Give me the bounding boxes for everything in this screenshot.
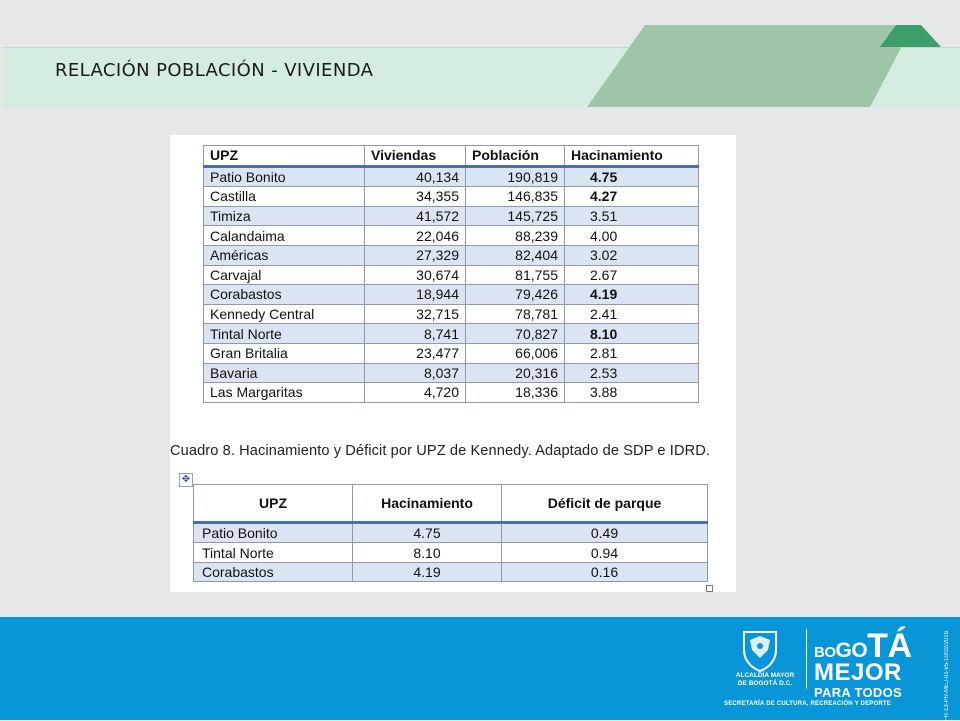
header-decoration [585,23,945,109]
table-row [194,562,708,581]
cell-hacinamiento: 2.53 [565,363,699,383]
cell-poblacion: 70,827 [466,324,565,344]
cell-poblacion: 81,755 [466,265,565,285]
move-cross-icon[interactable]: ✥ [179,473,193,487]
cell-viviendas: 32,715 [365,304,466,324]
cell-upz: Timiza [204,206,365,226]
cell-upz: Bavaria [204,363,365,383]
document-code: FR-13-PR-MEJ-01-v5-10/02/2016 [944,630,950,721]
cell-upz: Kennedy Central [204,304,365,324]
cell-poblacion: 66,006 [466,343,565,363]
cell-deficit: 0.16 [502,562,708,581]
footer-bar [0,617,960,720]
cell-hacinamiento: 4.75 [565,166,699,187]
secretaria-text: SECRETARÍA DE CULTURA, RECREACIÓN Y DEPORTE [724,701,891,707]
table-row [204,343,699,363]
cell-viviendas: 22,046 [365,226,466,246]
cell-deficit: 0.49 [502,523,708,543]
cell-upz: Tintal Norte [204,324,365,344]
cell-viviendas: 27,329 [365,245,466,265]
bogota-mejor-para-todos-logo: BOGOTÁ MEJOR PARA TODOS [814,627,912,700]
resize-square-icon[interactable] [706,585,713,592]
cell-poblacion: 88,239 [466,226,565,246]
table-caption: Cuadro 8. Hacinamiento y Déficit por UPZ de Kennedy. Adaptado de SDP e IDRD. [170,443,711,459]
cell-viviendas: 18,944 [365,285,466,305]
column-header-upz: UPZ [194,485,353,523]
column-header-poblacion: Población [466,146,565,167]
alcaldia-text: ALCALDÍA MAYOR DE BOGOTÁ D.C. [735,672,795,687]
cell-hacinamiento: 4.19 [565,285,699,305]
cell-upz: Corabastos [194,562,353,581]
cell-hacinamiento: 3.02 [565,245,699,265]
cell-hacinamiento: 8.10 [565,324,699,344]
cell-upz: Patio Bonito [194,523,353,543]
table-row [204,265,699,285]
table-row [204,324,699,344]
cell-hacinamiento: 2.81 [565,343,699,363]
cell-poblacion: 145,725 [466,206,565,226]
population-housing-table [203,145,699,403]
slide-title: RELACIÓN POBLACIÓN - VIVIENDA [55,60,374,81]
cell-upz: Patio Bonito [204,166,365,187]
cell-hacinamiento: 2.41 [565,304,699,324]
cell-upz: Calandaima [204,226,365,246]
table-row [204,383,699,403]
table-row [194,543,708,562]
cell-poblacion: 20,316 [466,363,565,383]
cell-hacinamiento: 4.27 [565,187,699,207]
table-header-row [194,485,708,523]
cell-viviendas: 34,355 [365,187,466,207]
column-header-deficit: Déficit de parque [502,485,708,523]
cell-upz: Américas [204,245,365,265]
table-row [204,285,699,305]
column-header-hacinamiento: Hacinamiento [565,146,699,167]
cell-hacinamiento: 4.19 [353,562,502,581]
cell-viviendas: 40,134 [365,166,466,187]
table-row [194,523,708,543]
table-row [204,206,699,226]
cell-upz: Tintal Norte [194,543,353,562]
content-image [170,135,736,592]
cell-upz: Las Margaritas [204,383,365,403]
table-row [204,187,699,207]
cell-viviendas: 41,572 [365,206,466,226]
cell-poblacion: 79,426 [466,285,565,305]
cell-viviendas: 8,037 [365,363,466,383]
table-row [204,363,699,383]
cell-viviendas: 4,720 [365,383,466,403]
cell-viviendas: 30,674 [365,265,466,285]
column-header-hacinamiento: Hacinamiento [353,485,502,523]
cell-hacinamiento: 2.67 [565,265,699,285]
cell-upz: Gran Britalia [204,343,365,363]
table-row [204,245,699,265]
table-row [204,226,699,246]
cell-poblacion: 18,336 [466,383,565,403]
cell-viviendas: 23,477 [365,343,466,363]
column-header-viviendas: Viviendas [365,146,466,167]
footer-divider [806,629,807,689]
coat-of-arms-icon [738,628,782,672]
cell-poblacion: 146,835 [466,187,565,207]
cell-poblacion: 82,404 [466,245,565,265]
cell-hacinamiento: 3.51 [565,206,699,226]
cell-deficit: 0.94 [502,543,708,562]
cell-viviendas: 8,741 [365,324,466,344]
table-row [204,304,699,324]
cell-hacinamiento: 8.10 [353,543,502,562]
cell-upz: Carvajal [204,265,365,285]
overcrowding-deficit-table [193,484,708,582]
cell-upz: Corabastos [204,285,365,305]
table-row [204,166,699,187]
cell-poblacion: 78,781 [466,304,565,324]
column-header-upz: UPZ [204,146,365,167]
cell-hacinamiento: 4.75 [353,523,502,543]
cell-hacinamiento: 4.00 [565,226,699,246]
cell-upz: Castilla [204,187,365,207]
table-header-row [204,146,699,167]
cell-poblacion: 190,819 [466,166,565,187]
cell-hacinamiento: 3.88 [565,383,699,403]
decoration-light-shape [587,25,913,107]
